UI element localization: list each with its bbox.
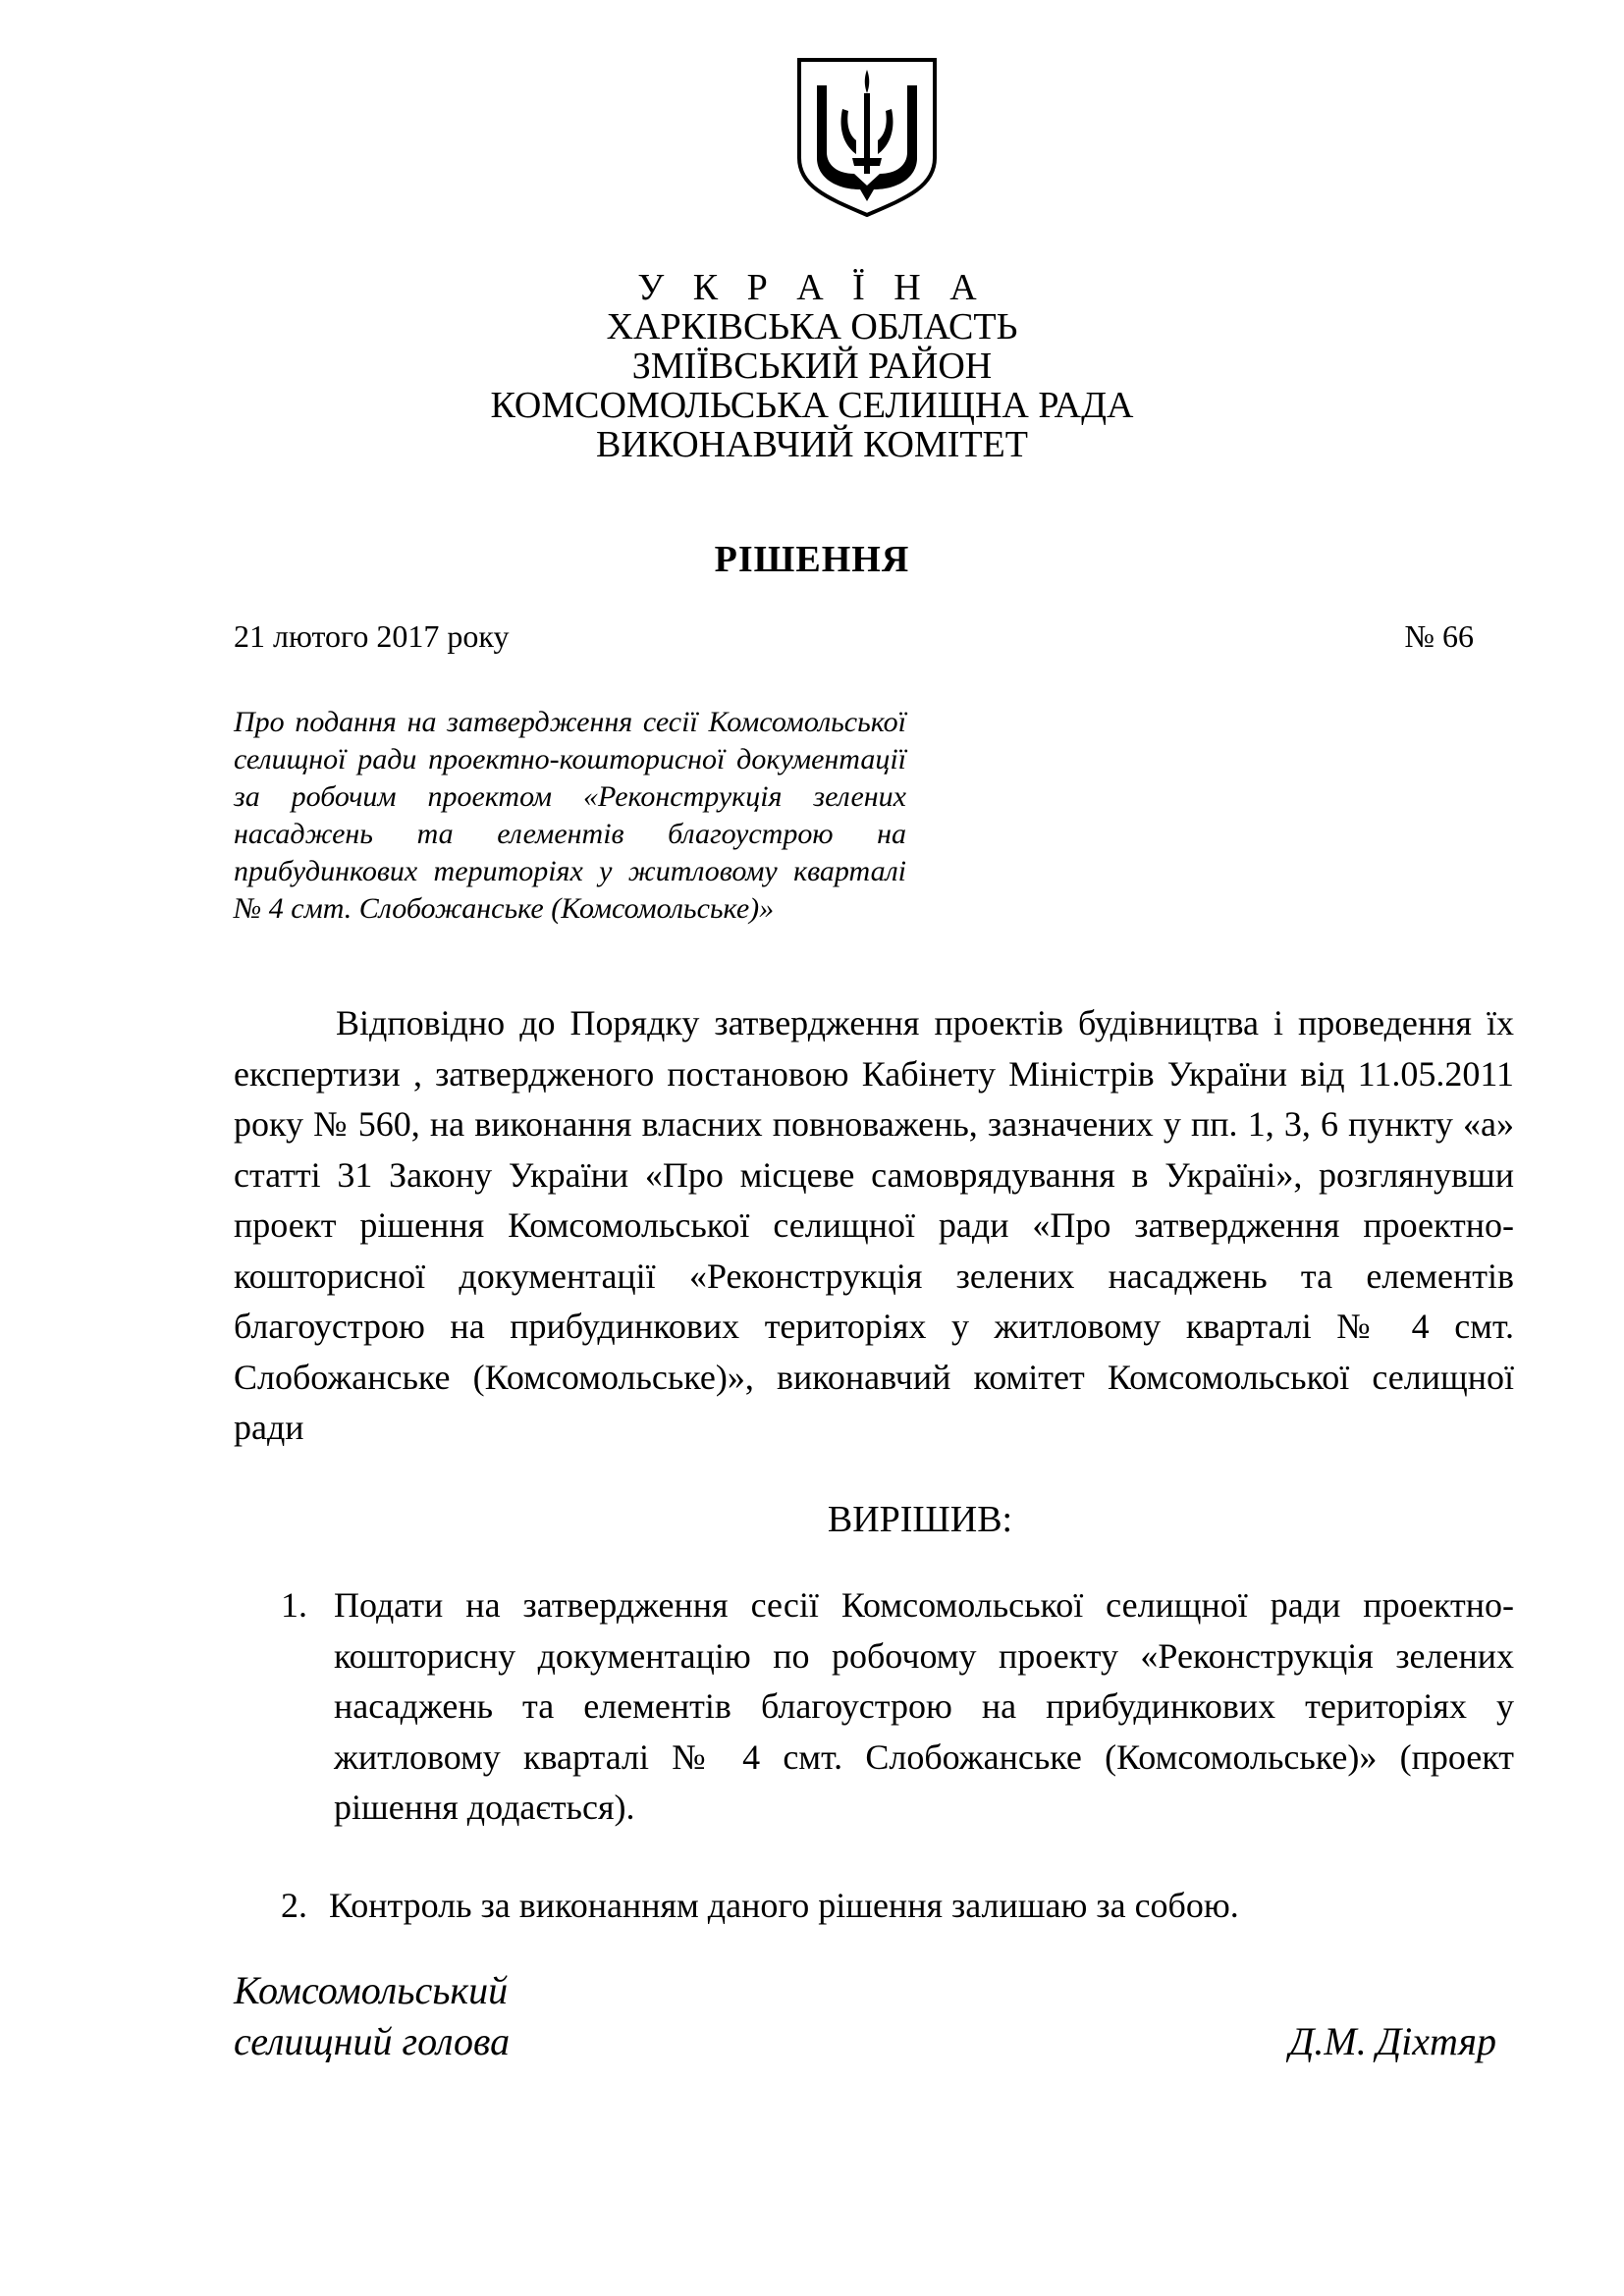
document-subject: Про подання на затвердження сесії Комсомольської селищної ради проектно-кошторисної документації за робочим проектом «Реконструкція зелених насаджень та елементів благоустрою на прибудинкових територіях у житловому кварталі № 4 смт. Слобожанське (Комсомольське)» [234,706,906,925]
header-region: ХАРКІВСЬКА ОБЛАСТЬ [606,306,1018,347]
resolution-item [234,1881,1514,1932]
document-number: № 66 [1404,618,1474,654]
signatory-name: Д.М. Діхтяр [1288,2019,1496,2063]
header-council: КОМСОМОЛЬСЬКА СЕЛИЩНА РАДА [490,385,1134,426]
signatory-position-line: Комсомольський [234,1968,509,2012]
resolution-items [234,1580,1514,1931]
coat-of-arms-of-ukraine-icon [795,56,939,218]
resolution-item-number: 2. [281,1885,307,1925]
document-body: Відповідно до Порядку затвердження проектів будівництва і проведення їх експертизи , затвердженого постановою Кабінету Міністрів України від 11.05.2011 року № 560, на виконання власних повноважень, зазначених у пп. 1, 3, 6 пункту «а» статті 31 Закону України «Про місцеве самоврядування в Україні», розглянувши проект рішення Комсомольської селищної ради «Про затвердження проектно-кошторисної документації «Реконструкція зелених насаджень та елементів благоустрою на прибудинкових територіях у житловому кварталі № 4 смт. Слобожанське (Комсомольське)», виконавчий комітет Комсомольської селищної ради [234,1003,1514,1447]
document-header [0,268,1624,464]
resolution-item [234,1580,1514,1834]
signatory-position-line: селищний голова [234,2019,511,2063]
resolved-heading: ВИРІШИВ: [827,1499,1013,1540]
signatory-position [234,1965,510,2067]
resolution-item-number: 1. [281,1585,307,1625]
resolution-item-text: Контроль за виконанням даного рішення залишаю за собою. [329,1885,1239,1925]
resolution-item-text: Подати на затвердження сесії Комсомольської селищної ради проектно-кошторисну документацію по робочому проекту «Реконструкція зелених насаджень та елементів благоустрою на прибудинкових територіях у житловому кварталі № 4 смт. Слобожанське (Комсомольське)» (проект рішення додається). [334,1585,1514,1827]
header-district: ЗМІЇВСЬКИЙ РАЙОН [631,346,993,387]
header-committee: ВИКОНАВЧИЙ КОМІТЕТ [596,424,1028,465]
header-country: У К Р А Ї Н А [637,267,987,308]
document-title: РІШЕННЯ [714,539,910,580]
document-date: 21 лютого 2017 року [234,618,510,654]
